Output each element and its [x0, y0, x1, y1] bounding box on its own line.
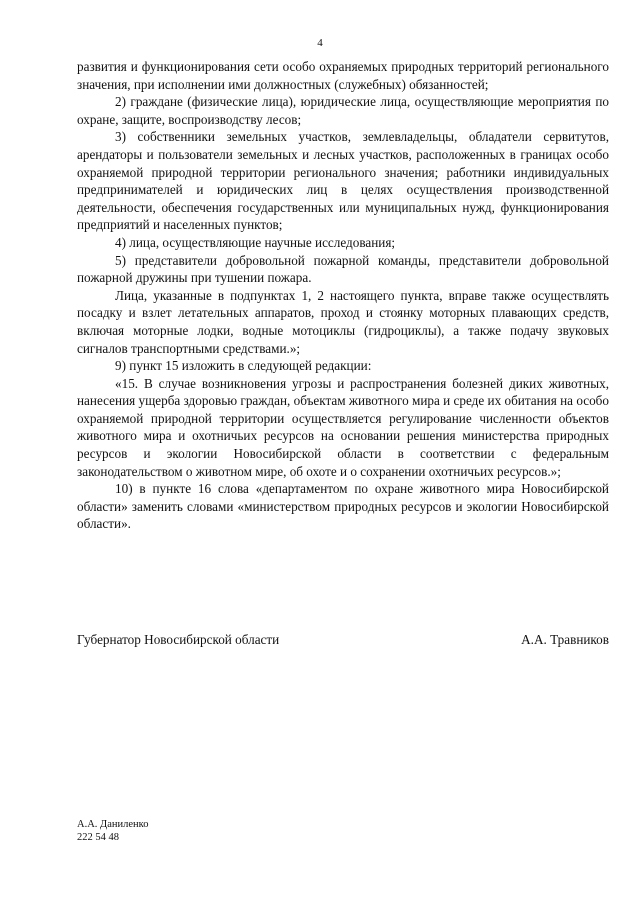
document-body: [77, 58, 609, 533]
executor-block: [77, 818, 148, 844]
executor-phone: 222 54 48: [77, 832, 119, 843]
paragraph: развития и функционирования сети особо охраняемых природных территорий регионального значения, при исполнении ими должностных (служебных) обязанностей;: [77, 59, 609, 92]
paragraph: 5) представители добровольной пожарной команды, представители добровольной пожарной дружины при тушении пожара.: [77, 252, 609, 286]
paragraph: Лица, указанные в подпунктах 1, 2 настоящего пункта, вправе также осуществлять посадку и взлет летательных аппаратов, проход и стоянку моторных плавающих средств, включая моторные лодки, водные мотоциклы (гидроциклы), а также подачу звуковых сигналов транспортными средствами.»;: [77, 287, 609, 356]
signatory-position: Губернатор Новосибирской области: [77, 632, 280, 647]
paragraph: «15. В случае возникновения угрозы и распространения болезней диких животных, нанесения ущерба здоровью граждан, объектам животного мира и среде их обитания на особо охраняемой природной территории осуществляется регулирование численности объектов животного мира и охотничьих ресурсов на основании решения министерства природных ресурсов и экологии Новосибирской области в соответствии с федеральным законодательством о животном мире, об охоте и о сохранении охотничьих ресурсов.»;: [77, 375, 609, 479]
paragraph: 9) пункт 15 изложить в следующей редакции:: [115, 358, 372, 374]
paragraph: 10) в пункте 16 слова «департаментом по охране животного мира Новосибирской области» заменить словами «министерством природных ресурсов и экологии Новосибирской области».: [77, 481, 609, 532]
paragraph: 2) граждане (физические лица), юридические лица, осуществляющие мероприятия по охране, защите, воспроизводству лесов;: [77, 94, 609, 127]
signatory-name: А.А. Травников: [521, 632, 609, 647]
paragraph: 3) собственники земельных участков, землевладельцы, обладатели сервитутов, арендаторы и пользователи земельных и лесных участков, расположенных в границах особо охраняемой природной территории регионального значения; работники индивидуальных предпринимателей и юридических лиц в целях осуществления производственной деятельности, обеспечения государственных или муниципальных нужд, функционирования предприятий и населенных пунктов;: [77, 129, 609, 233]
signature-block: [77, 631, 609, 649]
paragraph: 4) лица, осуществляющие научные исследования;: [115, 234, 396, 250]
executor-name: А.А. Даниленко: [77, 819, 149, 830]
page-number: 4: [317, 37, 323, 49]
